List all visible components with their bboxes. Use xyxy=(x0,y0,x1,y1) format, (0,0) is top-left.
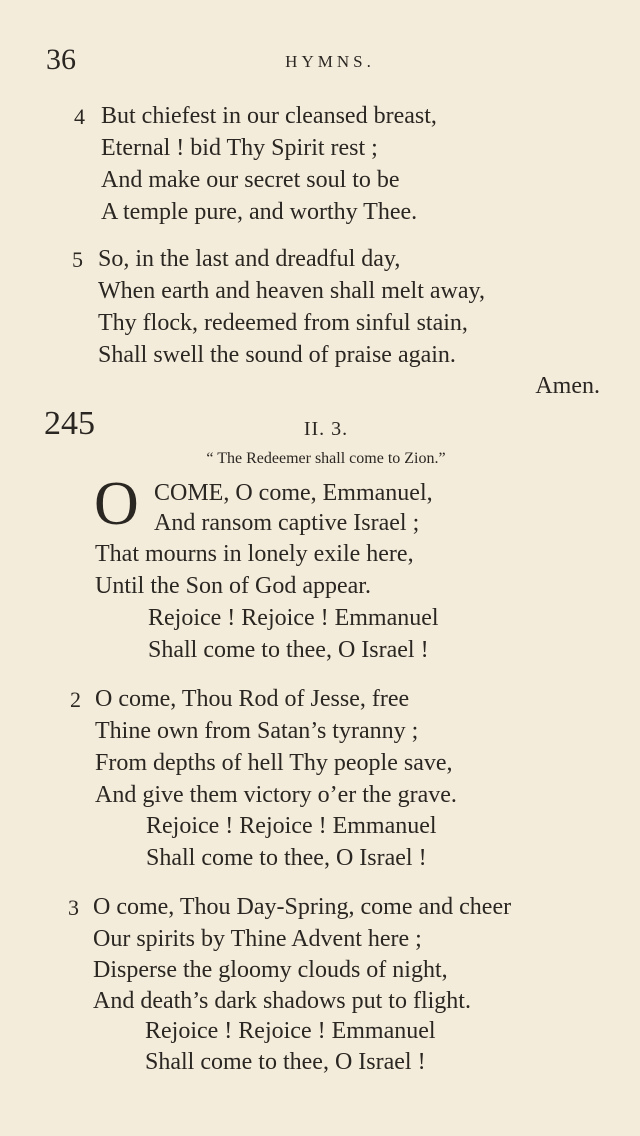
verse-line: And make our secret soul to be xyxy=(101,167,400,193)
verse-line: Disperse the gloomy clouds of night, xyxy=(93,957,448,983)
refrain-line: Rejoice ! Rejoice ! Emmanuel xyxy=(148,605,439,631)
verse-line: And give them victory o’er the grave. xyxy=(95,782,457,808)
verse-line: And ransom captive Israel ; xyxy=(154,510,420,536)
refrain-line: Shall come to thee, O Israel ! xyxy=(148,637,429,663)
page-number: 36 xyxy=(46,43,76,76)
verse-line: A temple pure, and worthy Thee. xyxy=(101,199,418,225)
refrain-line: Shall come to thee, O Israel ! xyxy=(145,1049,426,1075)
verse-line: O come, Thou Day-Spring, come and cheer xyxy=(93,894,512,920)
amen: Amen. xyxy=(535,373,600,399)
verse-line: O come, Thou Rod of Jesse, free xyxy=(95,686,410,712)
hymn-number: 245 xyxy=(44,405,95,442)
verse-line: Our spirits by Thine Advent here ; xyxy=(93,926,422,952)
verse-line: So, in the last and dreadful day, xyxy=(98,246,401,272)
running-head: HYMNS. xyxy=(285,52,375,71)
verse-line: Shall swell the sound of praise again. xyxy=(98,342,456,368)
verse-line: Thine own from Satan’s tyranny ; xyxy=(95,718,419,744)
refrain-line: Shall come to thee, O Israel ! xyxy=(146,845,427,871)
verse-line: That mourns in lonely exile here, xyxy=(95,541,414,567)
verse-line: And death’s dark shadows put to flight. xyxy=(93,988,471,1014)
verse-number: 2 xyxy=(70,687,81,712)
drop-cap: O xyxy=(94,470,139,538)
verse-line: When earth and heaven shall melt away, xyxy=(98,278,485,304)
verse-number: 3 xyxy=(68,895,79,920)
meter: II. 3. xyxy=(303,418,349,440)
verse-line: Until the Son of God appear. xyxy=(95,573,371,599)
verse-line: But chiefest in our cleansed breast, xyxy=(101,103,437,129)
verse-number: 5 xyxy=(72,247,83,272)
verse-line: Eternal ! bid Thy Spirit rest ; xyxy=(101,135,378,161)
refrain-line: Rejoice ! Rejoice ! Emmanuel xyxy=(145,1018,436,1044)
verse-line: Thy flock, redeemed from sinful stain, xyxy=(98,310,468,336)
verse-line: From depths of hell Thy people save, xyxy=(95,750,453,776)
verse-number: 4 xyxy=(74,104,85,129)
refrain-line: Rejoice ! Rejoice ! Emmanuel xyxy=(146,813,437,839)
epigraph: “ The Redeemer shall come to Zion.” xyxy=(206,450,446,467)
verse-line: COME, O come, Emmanuel, xyxy=(154,480,433,506)
